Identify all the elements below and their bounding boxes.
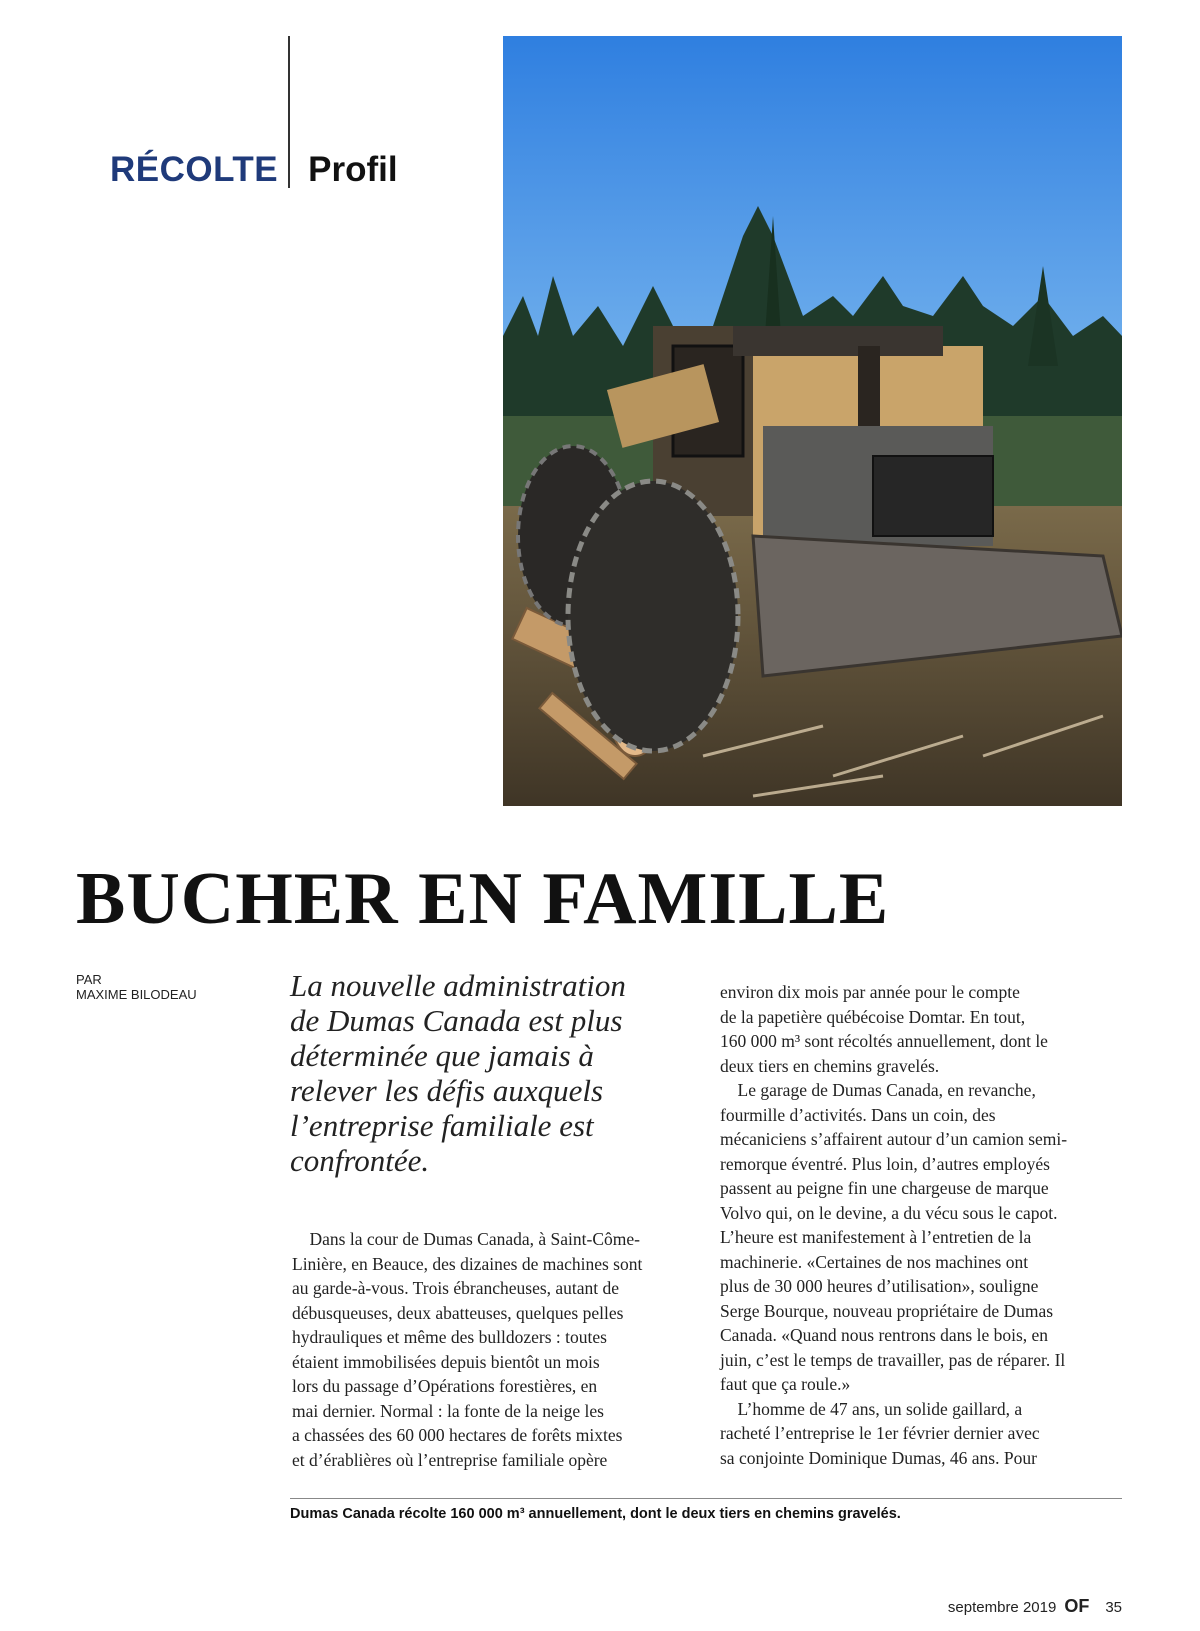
page-number: 35 (1105, 1599, 1122, 1616)
body-line: mécaniciens s’affairent autour d’un camion semi- (720, 1129, 1068, 1149)
body-line: au garde-à-vous. Trois ébrancheuses, autant de (292, 1278, 620, 1298)
page-footer (948, 1596, 1122, 1617)
section-name: RÉCOLTE (110, 150, 279, 189)
caption-divider (290, 1498, 1122, 1499)
body-line: plus de 30 000 heures d’utilisation», souligne (720, 1276, 1039, 1296)
body-line: sa conjointe Dominique Dumas, 46 ans. Pour (720, 1447, 1037, 1468)
body-line: mai dernier. Normal : la fonte de la neige les (292, 1400, 604, 1421)
section-subtitle: Profil (308, 150, 398, 189)
body-line: lors du passage d’Opérations forestières, en (292, 1376, 598, 1396)
byline-author: MAXIME BILODEAU (76, 987, 197, 1002)
byline-label: PAR (76, 972, 102, 987)
lede-line: déterminée que jamais à (290, 1038, 594, 1073)
body-line: racheté l’entreprise le 1er février dernier avec (720, 1423, 1040, 1443)
body-line: Linière, en Beauce, des dizaines de machines sont (292, 1253, 643, 1274)
body-line: de la papetière québécoise Domtar. En tout, (720, 1006, 1026, 1027)
body-line: et d’érablières où l’entreprise familiale opère (292, 1449, 608, 1470)
issue-date: septembre 2019 (947, 1599, 1057, 1616)
body-line: Le garage de Dumas Canada, en revanche, (720, 1080, 1036, 1100)
body-line: hydrauliques et même des bulldozers : toutes (292, 1327, 607, 1347)
body-line: faut que ça roule.» (720, 1374, 851, 1394)
lede-line: l’entreprise familiale est (290, 1108, 594, 1143)
body-line: environ dix mois par année pour le compte (720, 982, 1020, 1002)
article-column-1 (292, 1227, 696, 1472)
body-line: débusqueuses, deux abatteuses, quelques pelles (292, 1302, 624, 1323)
body-line: a chassées des 60 000 hectares de forêts mixtes (292, 1425, 623, 1445)
body-line: fourmille d’activités. Dans un coin, des (720, 1104, 996, 1125)
body-line: passent au peigne fin une chargeuse de marque (720, 1178, 1049, 1198)
skidder-photo-illustration (503, 36, 1122, 806)
byline (76, 972, 197, 1002)
lede-line: relever les défis auxquels (290, 1073, 604, 1108)
article-headline: BUCHER EN FAMILLE (76, 858, 890, 940)
skidder-photo (503, 36, 1122, 806)
magazine-logo: OF (1064, 1596, 1090, 1616)
photo-caption: Dumas Canada récolte 160 000 m³ annuellement, dont le deux tiers en chemins gravelés. (290, 1506, 901, 1522)
lede-line: La nouvelle administration (290, 968, 626, 1003)
lede-line: de Dumas Canada est plus (290, 1003, 623, 1038)
body-line: L’heure est manifestement à l’entretien de la (720, 1227, 1032, 1247)
section-header (110, 150, 398, 190)
body-line: Dans la cour de Dumas Canada, à Saint-Côme- (292, 1229, 640, 1249)
body-line: Volvo qui, on le devine, a du vécu sous le capot. (720, 1202, 1058, 1223)
body-line: étaient immobilisées depuis bientôt un mois (292, 1351, 600, 1372)
body-line: deux tiers en chemins gravelés. (720, 1055, 940, 1076)
section-divider (288, 36, 290, 188)
lede-line: confrontée. (290, 1143, 430, 1178)
body-line: Canada. «Quand nous rentrons dans le bois, en (720, 1325, 1049, 1345)
body-line: Serge Bourque, nouveau propriétaire de Dumas (720, 1300, 1054, 1321)
body-line: remorque éventré. Plus loin, d’autres employés (720, 1153, 1050, 1174)
article-lede (290, 968, 690, 1178)
body-line: machinerie. «Certaines de nos machines ont (720, 1251, 1029, 1272)
article-column-2 (720, 980, 1122, 1470)
body-line: 160 000 m³ sont récoltés annuellement, dont le (720, 1031, 1048, 1051)
body-line: L’homme de 47 ans, un solide gaillard, a (720, 1398, 1023, 1419)
body-line: juin, c’est le temps de travailler, pas de réparer. Il (720, 1349, 1066, 1370)
